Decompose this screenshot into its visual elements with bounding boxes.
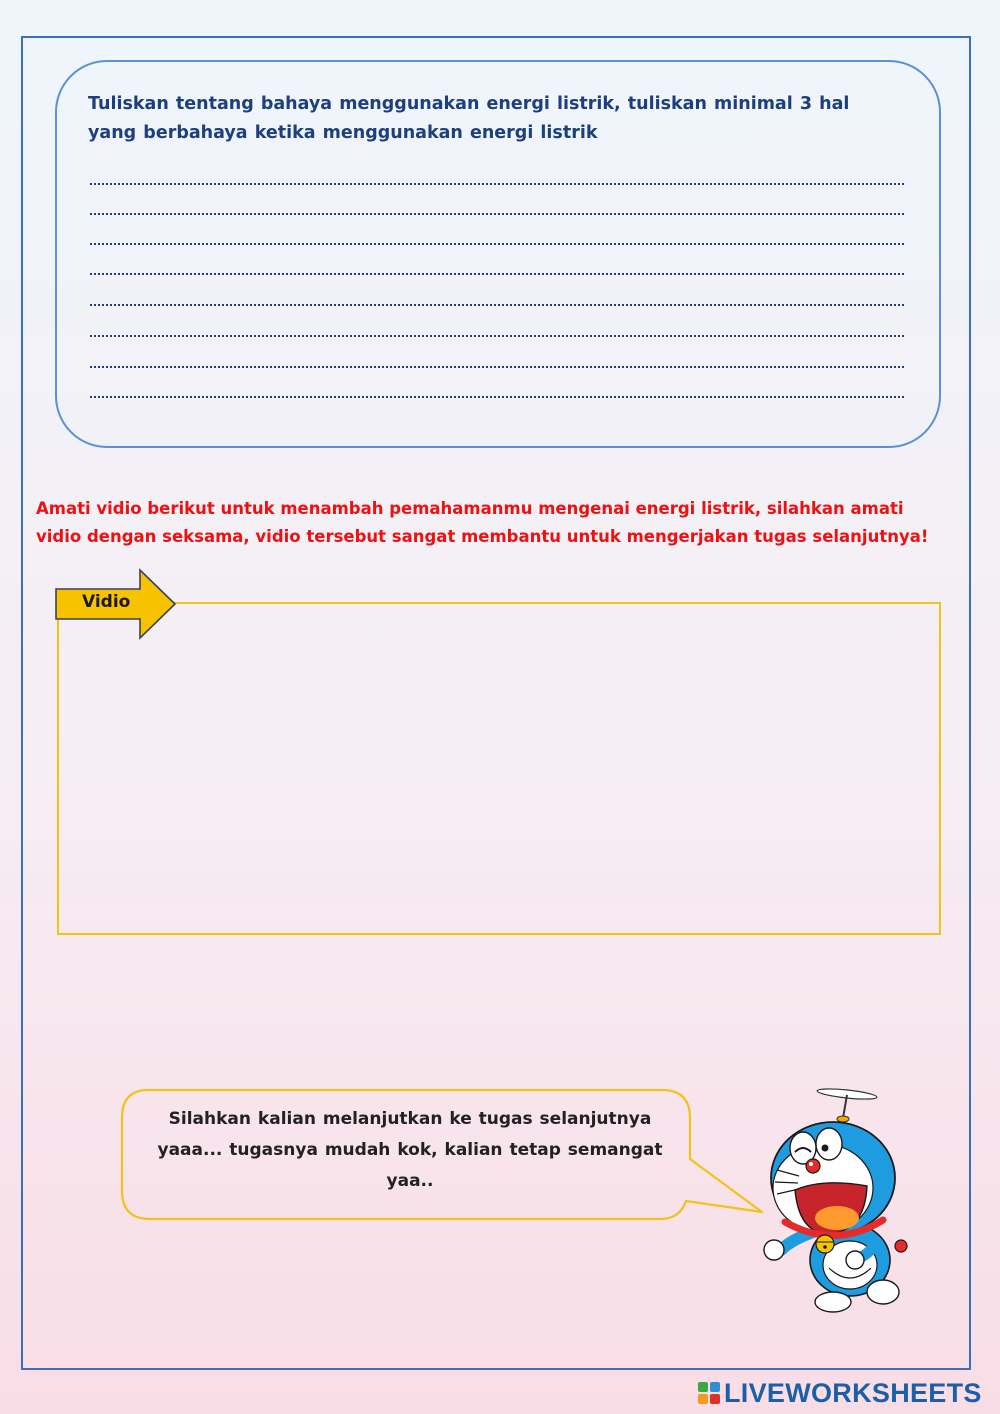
task-question: Tuliskan tentang bahaya menggunakan energi listrik, tuliskan minimal 3 hal yang berbahaya ketika menggunakan energi listrik [88,94,850,143]
video-label: Vidio [82,592,131,612]
answer-line-3[interactable] [90,243,904,245]
answer-line-4[interactable] [90,273,904,275]
answer-line-8[interactable] [90,396,904,398]
video-frame[interactable] [57,602,941,935]
doraemon-icon [755,1082,915,1314]
answer-line-7[interactable] [90,366,904,368]
answer-line-5[interactable] [90,304,904,306]
liveworksheets-logo-icon [697,1381,721,1405]
liveworksheets-brand[interactable] [697,1377,982,1409]
answer-line-1[interactable] [90,183,904,185]
answer-line-2[interactable] [90,213,904,215]
brand-name: LIVEWORKSHEETS [724,1377,982,1408]
answer-line-6[interactable] [90,335,904,337]
video-instruction: Amati vidio berikut untuk menambah pemahamanmu mengenai energi listrik, silahkan amati vidio dengan seksama, vidio tersebut sangat membantu untuk mengerjakan tugas selanjutnya! [36,499,929,546]
closing-message: Silahkan kalian melanjutkan ke tugas selanjutnya yaaa... tugasnya mudah kok, kalian tetap semangat yaa.. [157,1109,663,1191]
